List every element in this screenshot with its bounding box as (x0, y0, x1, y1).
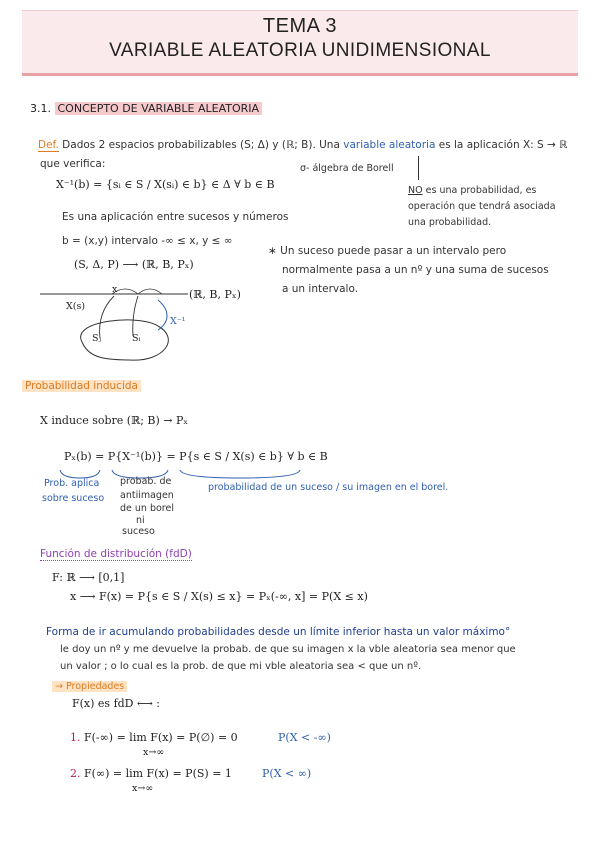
label-a1: Prob. aplica (44, 478, 100, 489)
mapping-arrow-2 (133, 296, 138, 336)
label-c: probabilidad de un suceso / su imagen en el borel. (208, 482, 449, 493)
label-b3: de un borel (120, 503, 174, 514)
property-1-note: P(X < -∞) (278, 731, 331, 744)
section-heading (30, 102, 262, 115)
induced-heading-text: Probabilidad inducida (22, 380, 141, 392)
distribution-heading-text: Función de distribución (fdD) (40, 548, 192, 560)
distribution-para1: le doy un nº y me devuelve la probab. de que su imagen x la vble aleatoria sea menor que (60, 644, 516, 655)
interval-brace (112, 289, 162, 294)
note-line2: normalmente pasa a un nº y una suma de sucesos (282, 264, 549, 276)
distribution-para2: un valor ; o lo cual es la prob. de que mi vble aleatoria sea < que un nº. (60, 661, 422, 672)
explanation-line3: (S, Δ, P) ⟶ (ℝ, B, Pₓ) (74, 258, 194, 271)
definition-line2: que verifica: (40, 158, 106, 170)
side-note-line2: operación que tendrá asociada (408, 201, 556, 212)
definition-line1 (38, 139, 567, 151)
label-a2: sobre suceso (42, 493, 105, 504)
inverse-label: X⁻¹ (170, 316, 186, 327)
definition-formula: X⁻¹(b) = {sᵢ ∈ S / X(sᵢ) ∈ b} ∈ Δ ∀ b ∈ B (56, 178, 275, 191)
distribution-line1: F: ℝ ⟶ [0,1] (52, 571, 125, 584)
label-b4: ni (136, 515, 145, 526)
x-label: x (112, 284, 118, 295)
note-line3: a un intervalo. (282, 283, 359, 295)
axis-label: (ℝ, B, Pₓ) (189, 288, 241, 301)
label-b1: probab. de (120, 476, 172, 487)
title-topic: TEMA 3 (262, 15, 338, 37)
note-line1: ∗ Un suceso puede pasar a un intervalo pero (268, 245, 507, 257)
label-b5: suceso (122, 526, 155, 537)
definition-term: variable aleatoria (343, 139, 436, 151)
properties-line: F(x) es fdD ⟷ : (72, 697, 160, 710)
sigma-note: σ- álgebra de Borell (300, 163, 394, 174)
explanation-line1: Es una aplicación entre sucesos y números (62, 211, 289, 223)
title-banner (22, 10, 578, 76)
label-b2: antiimagen (120, 490, 174, 501)
side-note-text1: es una probabilidad, es (425, 185, 537, 196)
definition-text-a: Dados 2 espacios probabilizables (S; Δ) y (ℝ; B). Una (62, 139, 340, 151)
divider-line (418, 156, 419, 180)
induced-line1: X induce sobre (ℝ; B) → Pₓ (40, 414, 189, 427)
si-label: Sᵢ (132, 333, 141, 344)
xs-label: X(s) (66, 301, 86, 312)
definition-text-b: es la aplicación X: S → ℝ (438, 139, 568, 151)
property-2-subscript: x→∞ (132, 783, 154, 794)
explanation-line2: b = (x,y) intervalo -∞ ≤ x, y ≤ ∞ (62, 235, 233, 247)
mapping-arrow-1 (100, 296, 114, 338)
property-2-note: P(X < ∞) (262, 767, 312, 780)
properties-heading (52, 681, 127, 692)
property-2: F(∞) = lim F(x) = P(S) = 1 (84, 767, 232, 780)
distribution-blue-line: Forma de ir acumulando probabilidades desde un límite inferior hasta un valor máximo° (46, 626, 511, 638)
title-main: VARIABLE ALEATORIA UNIDIMENSIONAL (109, 40, 491, 61)
side-note-line1 (408, 185, 536, 196)
property-2-number: 2. (70, 767, 81, 780)
properties-heading-text: → Propiedades (52, 681, 127, 692)
induced-formula: Pₓ(b) = P{X⁻¹(b)} = P{s ∈ S / X(s) ∈ b} ∀ b ∈ B (64, 450, 328, 463)
section-number: 3.1. (30, 102, 51, 115)
distribution-line2: x ⟶ F(x) = P{s ∈ S / X(s) ≤ x} = Pₓ(-∞, x] = P(X ≤ x) (70, 590, 368, 603)
induced-heading (22, 380, 141, 392)
property-1-number: 1. (70, 731, 81, 744)
property-1-subscript: x→∞ (143, 747, 165, 758)
distribution-heading (40, 548, 192, 560)
side-note-line3: una probabilidad. (408, 217, 492, 228)
side-note-no: NO (408, 185, 423, 196)
definition-label: Def. (38, 139, 59, 151)
section-title: CONCEPTO DE VARIABLE ALEATORIA (55, 102, 263, 115)
inverse-arrow (158, 300, 167, 330)
sj-label: Sⱼ (92, 333, 102, 344)
property-1: F(-∞) = lim F(x) = P(∅) = 0 (84, 731, 238, 744)
